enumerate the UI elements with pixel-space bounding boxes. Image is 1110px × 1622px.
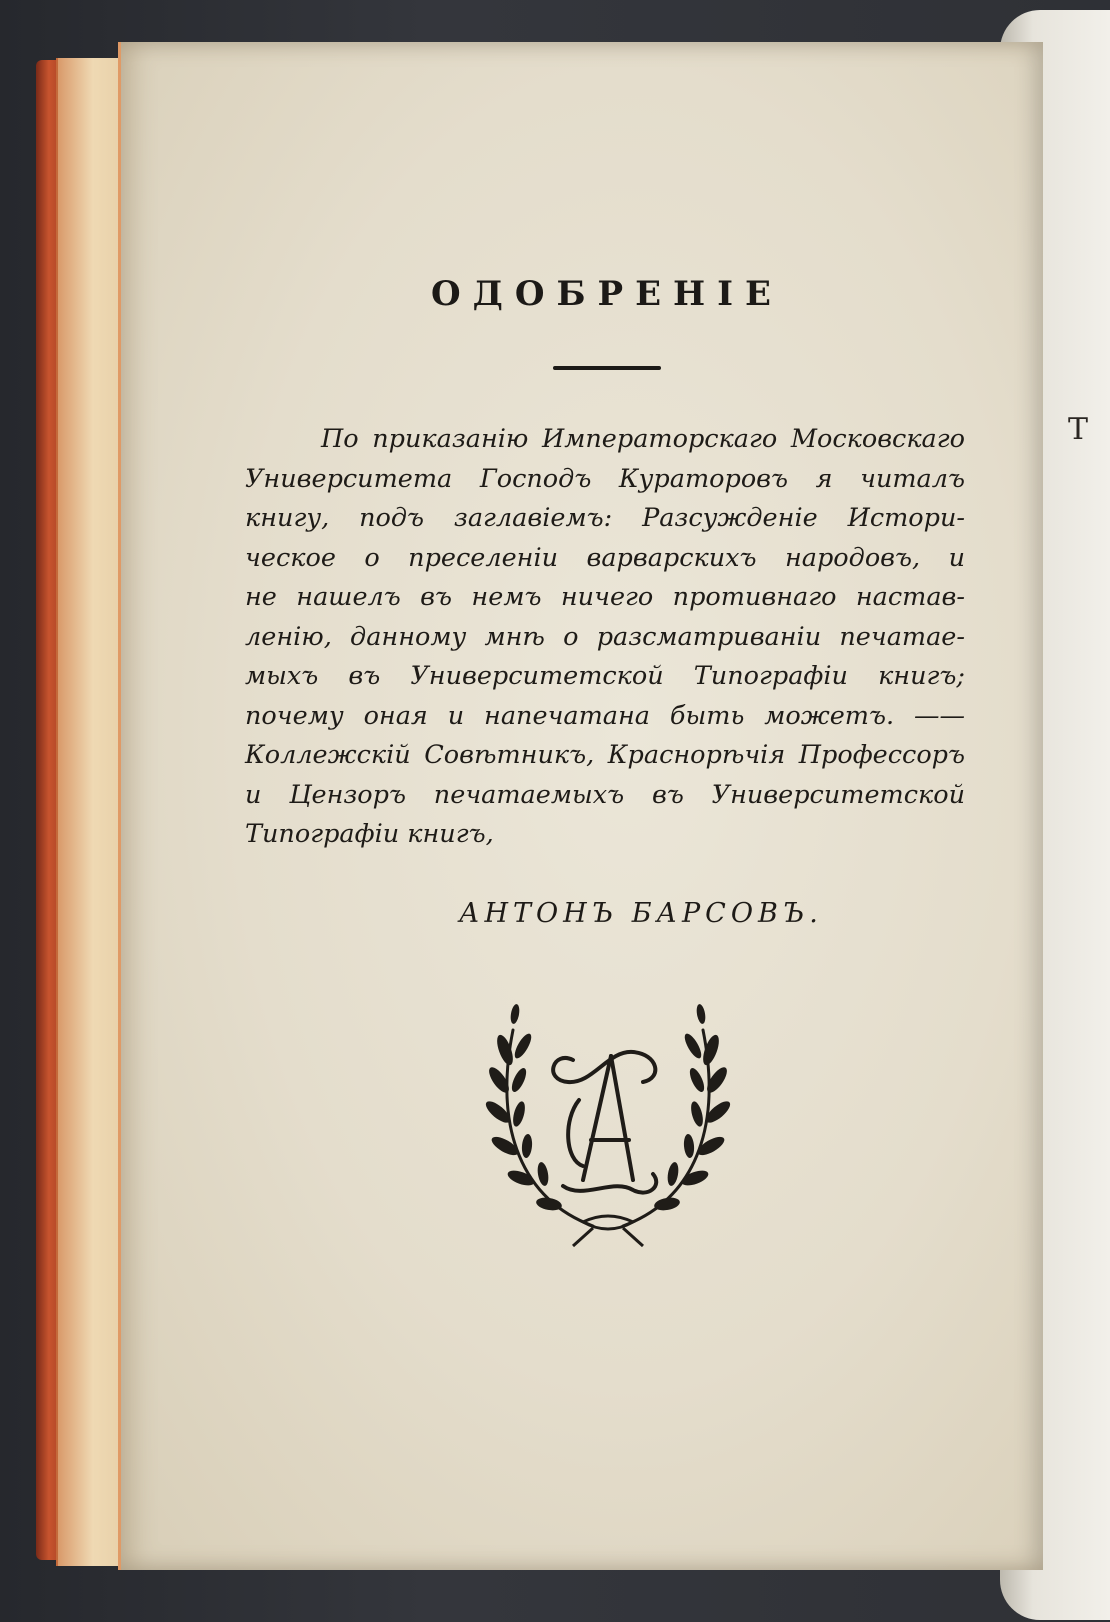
text-line: ческое о преселенiи варварскихъ народовъ, и bbox=[245, 542, 965, 573]
page-title: ОДОБРЕНIЕ bbox=[431, 274, 783, 314]
text-line: почему оная и напечатана быть можетъ. —— bbox=[245, 700, 965, 731]
text-line: Университета Господъ Кураторовъ я читалъ bbox=[245, 463, 965, 494]
text-line: ленiю, данному мнѣ о разсматриванiи печатае- bbox=[245, 621, 965, 652]
title-rule bbox=[553, 366, 661, 370]
book-page bbox=[118, 42, 1043, 1570]
text-line: не нашелъ въ немъ ничего противнаго настав- bbox=[245, 582, 965, 612]
text-line: мыхъ въ Университетской Типографiи книгъ; bbox=[245, 661, 965, 691]
text-line: Типографiи книгъ, bbox=[245, 819, 494, 849]
text-line: По приказанiю Императорскаго Московскаго bbox=[321, 424, 965, 454]
approval-text bbox=[245, 420, 965, 855]
text-line: и Цензоръ печатаемыхъ въ Университетской bbox=[245, 779, 965, 810]
text-line: книгу, подъ заглавiемъ: Разсужденiе Истори- bbox=[245, 503, 965, 533]
text-line: Коллежскiй Совѣтникъ, Краснорѣчiя Профессоръ bbox=[245, 740, 965, 770]
laurel-wreath-monogram-icon bbox=[483, 990, 733, 1250]
censor-signature: АНТОНЪ БАРСОВЪ. bbox=[459, 898, 823, 929]
facing-page-glyph: Т bbox=[1068, 412, 1089, 447]
